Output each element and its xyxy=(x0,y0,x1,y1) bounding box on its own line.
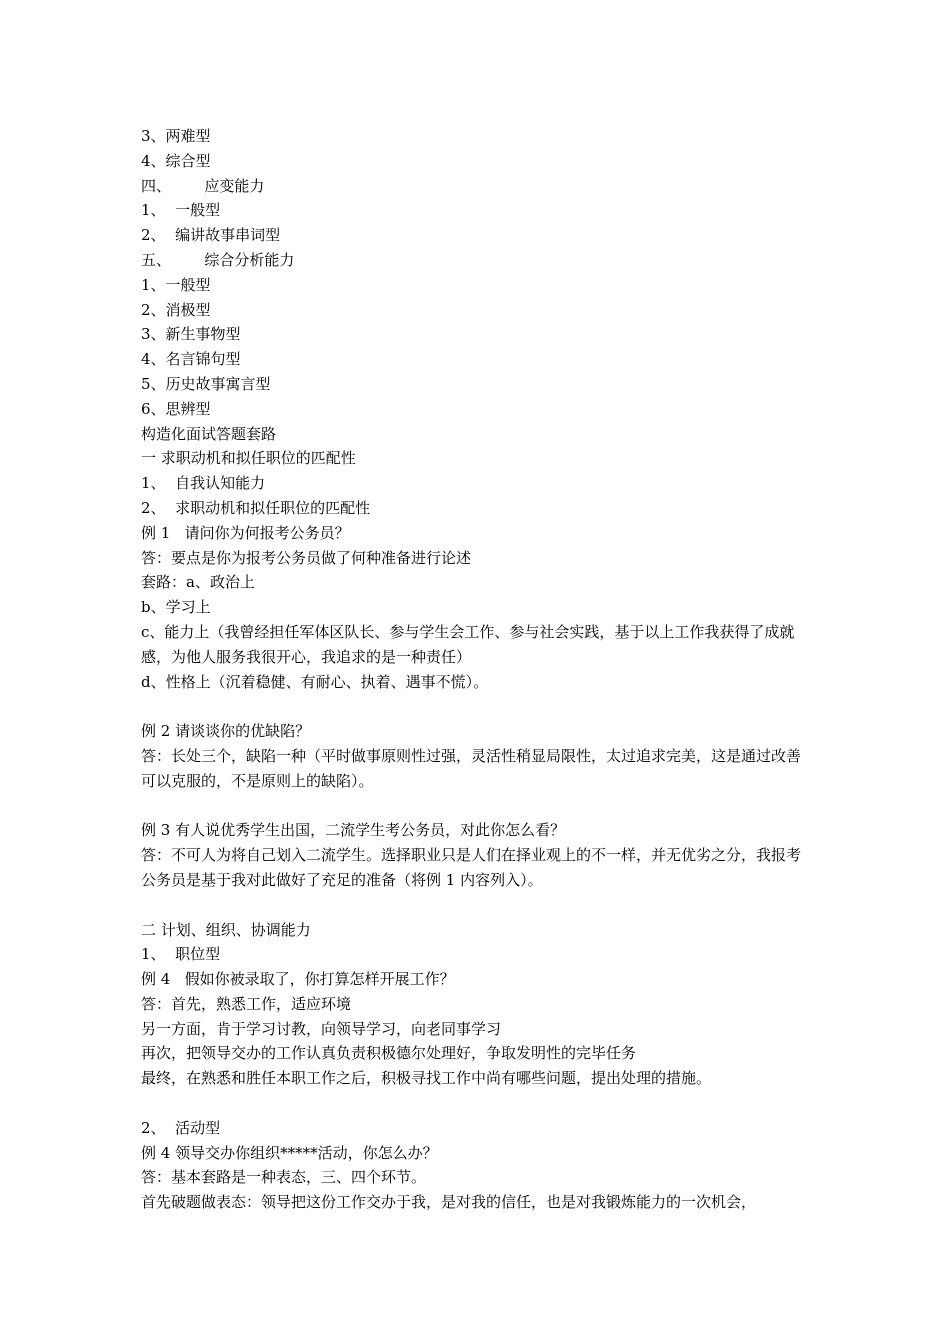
paragraph-line: 最终，在熟悉和胜任本职工作之后，积极寻找工作中尚有哪些问题，提出处理的措施。 xyxy=(141,1069,712,1088)
blank-line xyxy=(141,794,813,819)
example-question: 例 1 请问你为何报考公务员？ xyxy=(141,523,350,542)
section-heading: 五、 综合分析能力 xyxy=(141,250,295,269)
example-answer: 答：长处三个，缺陷一种（平时做事原则性过强，灵活性稍显局限性，太过追求完美，这是通过改善可以克服的，不是原则上的缺陷）。 xyxy=(141,746,802,790)
example-answer: 答：不可人为将自己划入二流学生。选择职业只是人们在择业观上的不一样，并无优劣之分，我报考公务员是基于我对此做好了充足的准备（将例 1 内容列入）。 xyxy=(141,846,802,889)
example-question: 例 4 领导交办你组织*****活动，你怎么办？ xyxy=(141,1143,438,1162)
list-item: 2、 活动型 xyxy=(141,1118,221,1137)
list-item: 2、 求职动机和拟任职位的匹配性 xyxy=(141,498,371,517)
list-item: 6、思辨型 xyxy=(141,399,211,418)
list-item: 4、名言锦句型 xyxy=(141,350,241,369)
list-item: 2、消极型 xyxy=(141,300,211,319)
paragraph-line: b、学习上 xyxy=(141,598,211,617)
paragraph-line: 再次，把领导交办的工作认真负责积极德尔处理好，争取发明性的完毕任务 xyxy=(141,1044,637,1063)
paragraph-line: 首先破题做表态：领导把这份工作交办于我，是对我的信任，也是对我锻炼能力的一次机会， xyxy=(141,1193,757,1212)
section-heading: 四、 应变能力 xyxy=(141,176,265,195)
section-heading: 二 计划、组织、协调能力 xyxy=(141,920,311,939)
example-answer: 答：要点是你为报考公务员做了何种准备进行论述 xyxy=(141,548,472,567)
example-question: 例 4 假如你被录取了，你打算怎样开展工作？ xyxy=(141,970,455,989)
paragraph-line: d、性格上（沉着稳健、有耐心、执着、遇事不慌）。 xyxy=(141,672,489,691)
document-body xyxy=(141,124,813,1215)
list-item: 3、两难型 xyxy=(141,127,211,145)
list-item: 2、 编讲故事串词型 xyxy=(141,226,281,245)
document-heading: 构造化面试答题套路 xyxy=(141,424,277,443)
list-item: 1、 一般型 xyxy=(141,201,221,220)
paragraph: c、能力上（我曾经担任军体区队长、参与学生会工作、参与社会实践，基于以上工作我获得了成就感，为他人服务我很开心，我追求的是一种责任） xyxy=(141,622,795,666)
list-item: 1、 职位型 xyxy=(141,945,221,964)
list-item: 1、一般型 xyxy=(141,275,211,294)
example-question: 例 2 请谈谈你的优缺陷？ xyxy=(141,722,311,741)
blank-line xyxy=(141,694,813,719)
list-item: 1、 自我认知能力 xyxy=(141,474,266,493)
paragraph-line: 另一方面，肯于学习讨教，向领导学习，向老同事学习 xyxy=(141,1019,502,1038)
list-item: 4、综合型 xyxy=(141,151,211,170)
example-answer: 答：首先，熟悉工作，适应环境 xyxy=(141,994,352,1013)
example-answer: 答：基本套路是一种表态，三、四个环节。 xyxy=(141,1168,427,1187)
paragraph-line: 套路：a、政治上 xyxy=(141,573,255,592)
example-question: 例 3 有人说优秀学生出国，二流学生考公务员，对此你怎么看？ xyxy=(141,821,566,840)
blank-line xyxy=(141,893,813,918)
list-item: 3、新生事物型 xyxy=(141,325,241,344)
list-item: 5、历史故事寓言型 xyxy=(141,374,271,393)
section-heading: 一 求职动机和拟任职位的匹配性 xyxy=(141,449,356,468)
blank-line xyxy=(141,1091,813,1116)
